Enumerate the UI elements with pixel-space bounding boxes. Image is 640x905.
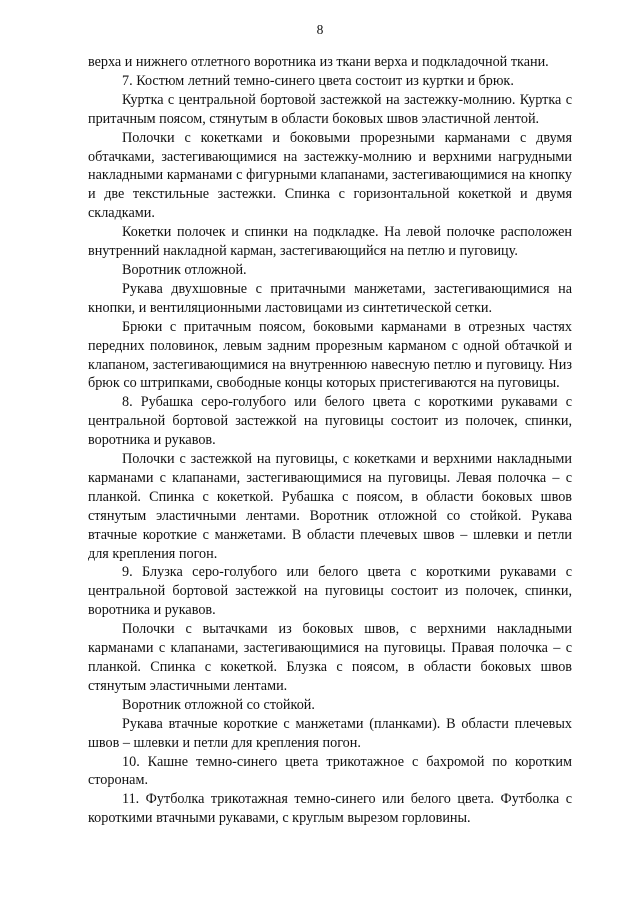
paragraph-jacket-fronts: Полочки с кокетками и боковыми прорезными карманами с двумя обтачками, застегивающимися на застежку-молнию и верхними нагрудными накладными карманами с фигурными клапанами, застегивающимися на кнопку и две текстильные застежки. Спинка с горизонтальной кокеткой и двумя складками. xyxy=(88,129,572,222)
paragraph-continuation: верха и нижнего отлетного воротника из ткани верха и подкладочной ткани. xyxy=(88,54,549,70)
paragraph-item-10-scarf: 10. Кашне темно-синего цвета трикотажное с бахромой по коротким сторонам. xyxy=(88,753,572,789)
paragraph-blouse-collar: Воротник отложной со стойкой. xyxy=(122,696,315,713)
document-body xyxy=(88,53,572,828)
paragraph-shirt-fronts: Полочки с застежкой на пуговицы, с кокетками и верхними накладными карманами с клапанами, застегивающимися на пуговицы. Левая полочка – с планкой. Спинка с кокеткой. Рубашка с поясом, в области боковых швов стянутым эластичными лентами. Воротник отложной со стойкой. Рукава втачные короткие с манжетами. В области плечевых швов – шлевки и петли для крепления погон. xyxy=(88,451,572,562)
paragraph-blouse-fronts: Полочки с вытачками из боковых швов, с верхними накладными карманами с клапанами, застегивающимися на пуговицы. Правая полочка – с планкой. Спинка с кокеткой. Блузка с поясом, в области боковых швов стянутым эластичными лентами. xyxy=(88,621,572,694)
paragraph-jacket-closure: Куртка с центральной бортовой застежкой на застежку-молнию. Куртка с притачным поясом, стянутым в области боковых швов эластичной лентой. xyxy=(88,91,572,127)
page-number: 8 xyxy=(316,22,324,37)
paragraph-item-9-heading: 9. Блузка серо-голубого или белого цвета с короткими рукавами с центральной бортовой застежкой на пуговицы состоит из полочек, спинки, воротника и рукавов. xyxy=(88,564,572,619)
paragraph-item-7-heading: 7. Костюм летний темно-синего цвета состоит из куртки и брюк. xyxy=(122,72,514,89)
paragraph-jacket-collar: Воротник отложной. xyxy=(122,261,247,278)
paragraph-trousers: Брюки с притачным поясом, боковыми карманами в отрезных частях передних половинок, левым задним прорезным карманом с одной обтачкой и клапаном, застегивающимися на внутреннюю навесную петлю и пуговицу. Низ брюк со штрипками, свободные концы которых пристегиваются на пуговицы. xyxy=(88,318,572,392)
paragraph-blouse-sleeves: Рукава втачные короткие с манжетами (планками). В области плечевых швов – шлевки и петли для крепления погон. xyxy=(88,715,572,751)
paragraph-jacket-yokes: Кокетки полочек и спинки на подкладке. На левой полочке расположен внутренний накладной карман, застегивающийся на петлю и пуговицу. xyxy=(88,224,572,260)
paragraph-item-8-heading: 8. Рубашка серо-голубого или белого цвета с короткими рукавами с центральной бортовой застежкой на пуговицы состоит из полочек, спинки, воротника и рукавов. xyxy=(88,394,572,449)
paragraph-jacket-sleeves: Рукава двухшовные с притачными манжетами, застегивающимися на кнопки, и вентиляционными ластовицами из синтетической сетки. xyxy=(88,280,572,316)
paragraph-item-11-tshirt: 11. Футболка трикотажная темно-синего или белого цвета. Футболка с короткими втачными рукавами, с круглым вырезом горловины. xyxy=(88,791,572,827)
